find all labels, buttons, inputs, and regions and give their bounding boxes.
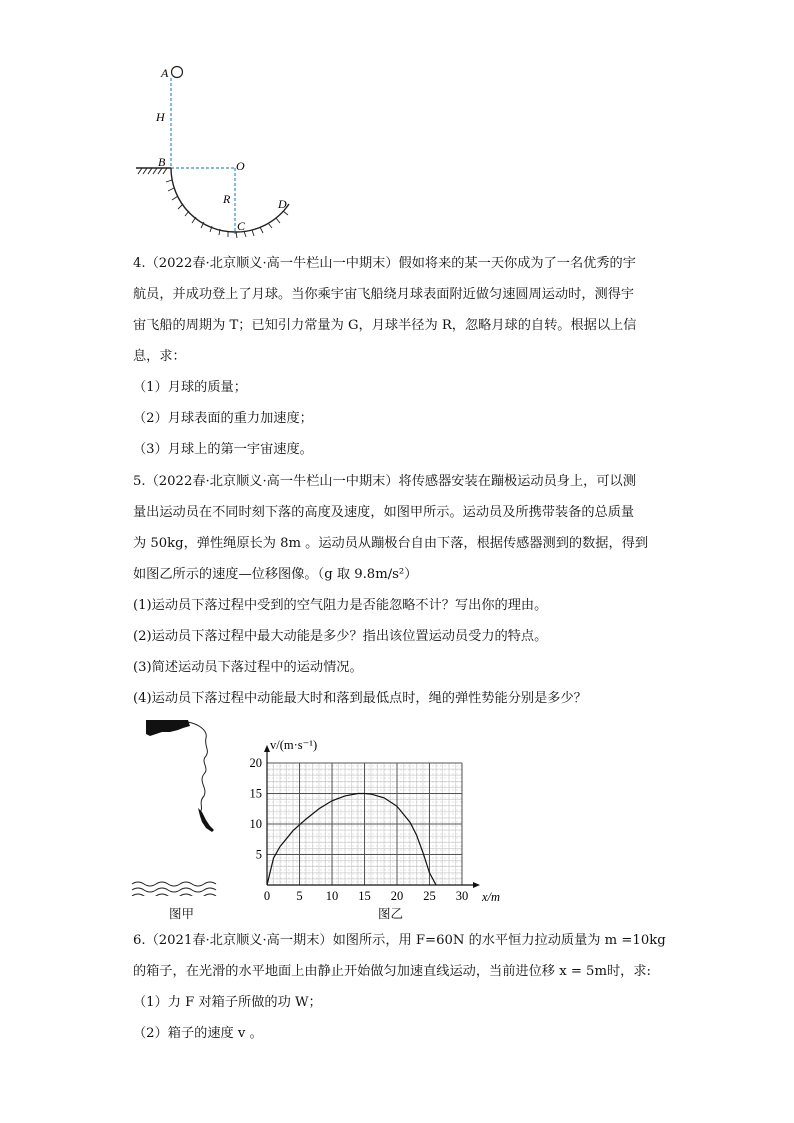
q4-sub2: （2）月球表面的重力加速度； <box>133 411 313 426</box>
q4-line2: 航员，并成功登上了月球。当你乘宇宙飞船绕月球表面附近做匀速圆周运动时，测得宇 <box>133 287 635 302</box>
y-tick-label: 15 <box>249 786 262 801</box>
q5-sub1: (1)运动员下落过程中受到的空气阻力是否能忽略不计？写出你的理由。 <box>133 598 548 613</box>
x-tick-label: 20 <box>390 889 404 903</box>
q6-line2: 的箱子，在光滑的水平地面上由静止开始做匀加速直线运动，当前进位移 x = 5m时，求: <box>133 964 651 979</box>
q5-sub3: (3)简述运动员下落过程中的运动情况。 <box>133 660 363 675</box>
q6-sub2: （2）箱子的速度 v 。 <box>133 1026 263 1041</box>
x-axis-label: x/m <box>482 890 500 904</box>
q4-line3: 宙飞船的周期为 T；已知引力常量为 G，月球半径为 R，忽略月球的自转。根据以上信 <box>133 318 637 333</box>
x-axis-arrow <box>473 882 480 888</box>
q4-sub1: （1）月球的质量； <box>133 380 247 395</box>
x-tick-label: 15 <box>358 889 371 903</box>
q5-line2: 量出运动员在不同时刻下落的高度及速度，如图甲所示。运动员及所携带装备的总质量 <box>133 505 635 520</box>
water-waves <box>132 882 216 896</box>
y-tick-label: 10 <box>249 817 262 831</box>
q5-sub4: (4)运动员下落过程中动能最大时和落到最低点时，绳的弹性势能分别是多少？ <box>133 691 587 706</box>
label-b: B <box>158 155 166 169</box>
q5-line3: 为 50kg，弹性绳原长为 8m 。运动员从蹦极台自由下落，根据传感器测到的数据，得到 <box>133 536 649 551</box>
label-c: C <box>237 219 246 233</box>
track-diagram <box>128 58 308 248</box>
label-r: R <box>223 192 231 206</box>
vx-chart <box>240 725 500 910</box>
label-d: D <box>278 197 287 211</box>
q6-sub1: （1）力 F 对箱子所做的功 W； <box>133 995 322 1010</box>
y-tick-label: 20 <box>249 756 262 770</box>
y-axis-label: v/(m·s⁻¹) <box>270 738 318 752</box>
label-a: A <box>161 66 169 80</box>
y-tick-label: 5 <box>255 847 262 862</box>
track-hatch <box>166 180 288 238</box>
cliff-platform <box>146 720 190 736</box>
x-tick-label: 5 <box>296 889 303 903</box>
bungee-cord <box>188 722 207 812</box>
fig-jia-caption: 图甲 <box>169 906 195 921</box>
x-tick-label: 30 <box>455 889 469 903</box>
bungee-figure <box>128 716 228 896</box>
x-tick-label: 25 <box>423 889 436 903</box>
q5-line4: 如图乙所示的速度—位移图像。（g 取 9.8m/s²） <box>133 567 418 582</box>
q5-line1: 5.（2022春·北京顺义·高一牛栏山一中期末）将传感器安装在蹦极运动员身上，可以测 <box>133 474 636 489</box>
ball-a <box>172 67 183 78</box>
q5-sub2: (2)运动员下落过程中最大动能是多少？指出该位置运动员受力的特点。 <box>133 629 548 644</box>
jumper-icon <box>198 808 214 832</box>
q6-line1: 6.（2021春·北京顺义·高一期末）如图所示，用 F=60N 的水平恒力拉动质量为 m =10kg <box>133 933 666 948</box>
fig-yi-caption: 图乙 <box>378 906 404 921</box>
label-o: O <box>236 159 245 173</box>
q4-line1: 4.（2022春·北京顺义·高一牛栏山一中期末）假如将来的某一天你成为了一名优秀的宇 <box>133 256 636 271</box>
label-h: H <box>156 110 165 124</box>
x-tick-label: 0 <box>263 889 271 903</box>
q4-sub3: （3）月球上的第一宇宙速度。 <box>133 442 313 457</box>
x-tick-label: 10 <box>325 889 339 903</box>
q4-line4: 息，求： <box>133 349 186 364</box>
